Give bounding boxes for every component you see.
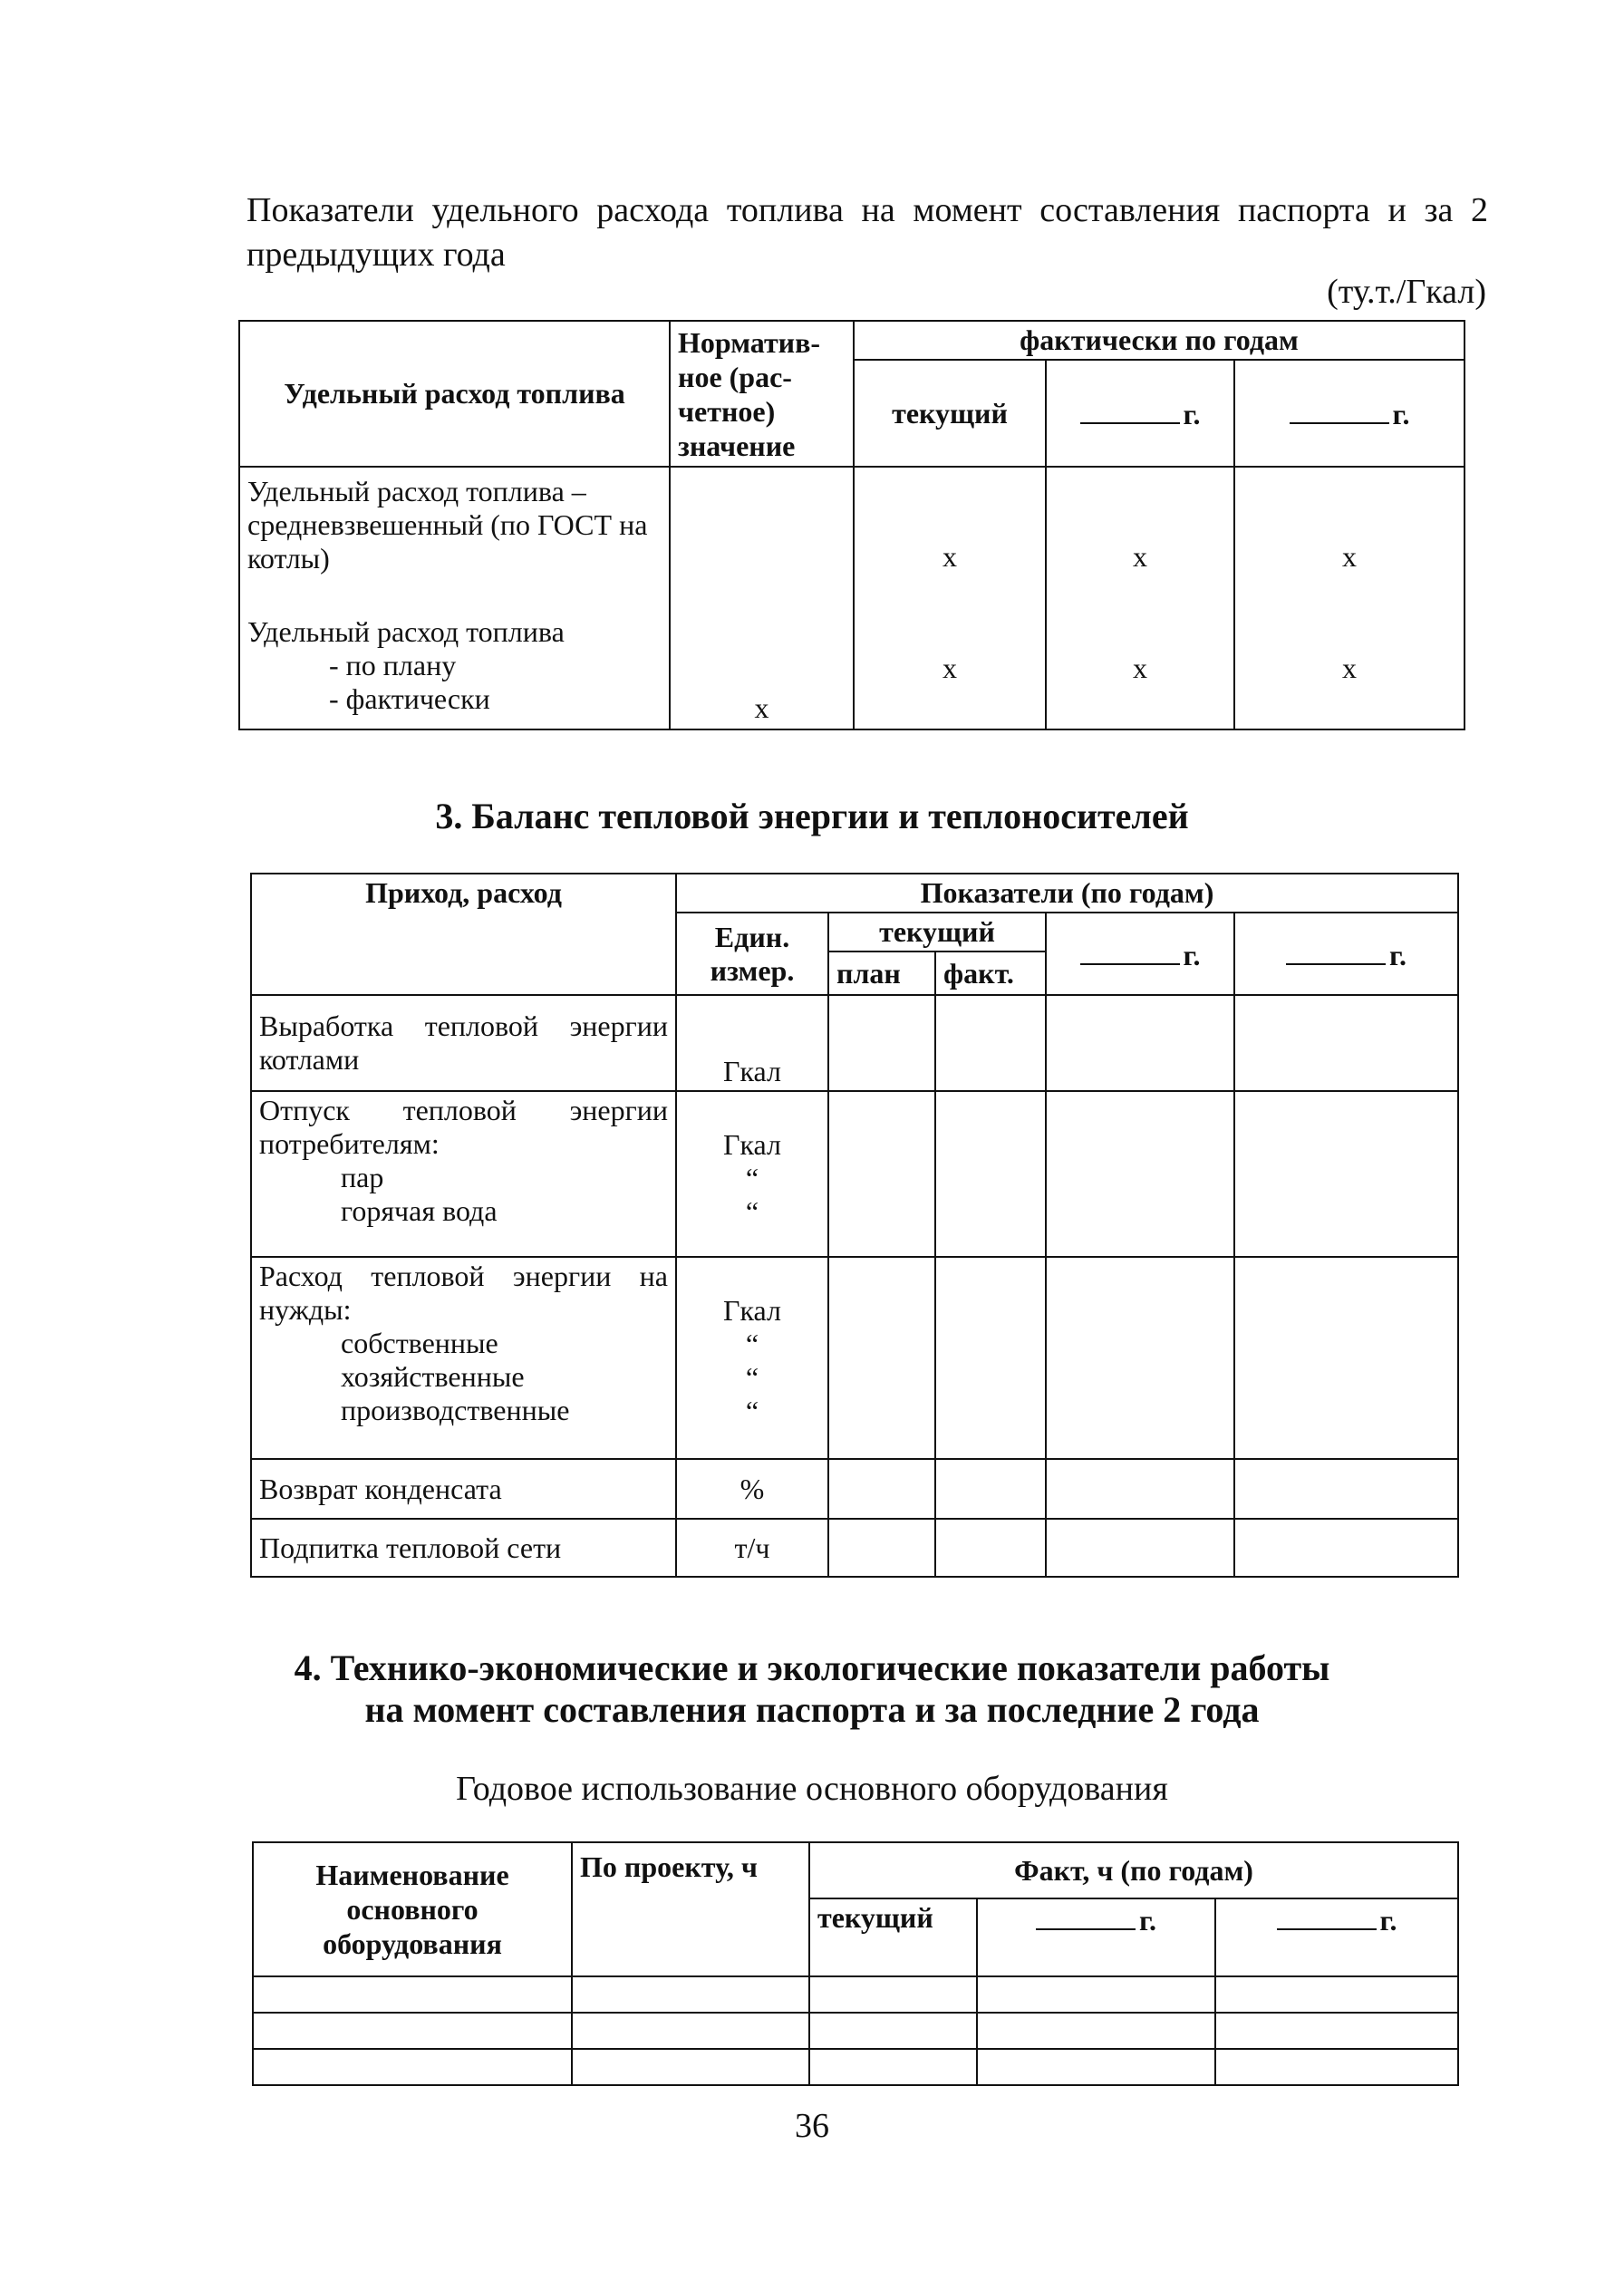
year-blank: [1277, 1901, 1377, 1930]
section4-title-line1: 4. Технико-экономические и экологические показатели работы: [294, 1647, 1330, 1688]
year-blank: [1290, 395, 1389, 424]
t2-row-supply: [251, 1091, 676, 1257]
t2-unit-consumption: [676, 1257, 828, 1459]
t1-row2-sub-plan: - по плану: [329, 649, 457, 681]
t2-unit-supply: [676, 1091, 828, 1257]
t2-header-year2: [1234, 913, 1458, 995]
section4-title: [218, 1647, 1406, 1731]
t2-row-consumption-label: Расход тепловой энергии на нужды:: [259, 1260, 668, 1326]
t1-row-labels: [239, 467, 670, 729]
t2-row-consumption-production: производственные: [341, 1394, 570, 1426]
year-suffix: г.: [1183, 938, 1201, 971]
t2-header-indicators: Показатели (по годам): [676, 874, 1458, 913]
t2-row-consumption: [251, 1257, 676, 1459]
t2-header-plan: план: [828, 951, 935, 995]
t2-unit: Гкал: [722, 1128, 781, 1161]
table-row: [253, 2013, 1458, 2049]
t1-header-fact: фактически по годам: [854, 321, 1464, 360]
table-row: [253, 1976, 1458, 2013]
t1-mark: х: [1342, 540, 1357, 573]
t1-row2-sub-fact: - фактически: [329, 682, 490, 715]
t2-row-supply-hot-water: горячая вода: [341, 1194, 498, 1227]
t2-header-unit: Един. измер.: [676, 913, 828, 995]
unit-note: (ту.т./Гкал): [1327, 273, 1486, 311]
t2-unit-ditto: “: [745, 1328, 759, 1360]
t2-unit-ditto: “: [745, 1195, 759, 1228]
t3-header-fact: Факт, ч (по годам): [809, 1842, 1458, 1898]
fuel-consumption-table: [238, 320, 1465, 730]
t1-header-year2: [1234, 360, 1464, 467]
intro-text: Показатели удельного расхода топлива на момент составления паспорта и за 2 предыдущих года: [246, 191, 1488, 274]
t1-mark: х: [1133, 652, 1147, 684]
t3-header-project: По проекту, ч: [572, 1842, 809, 1976]
t2-row-supply-label: Отпуск тепловой энергии потребителям:: [259, 1094, 668, 1160]
t2-unit-ditto: “: [745, 1361, 759, 1394]
year-suffix: г.: [1139, 1904, 1156, 1937]
t1-mark: х: [942, 652, 957, 684]
year-blank: [1036, 1901, 1136, 1930]
t1-mark: х: [1133, 540, 1147, 573]
t1-header-year1: [1046, 360, 1234, 467]
t1-header-current: текущий: [854, 360, 1046, 467]
t1-current-cell: [854, 467, 1046, 729]
t1-mark: х: [754, 691, 769, 724]
t2-header-year1: [1046, 913, 1234, 995]
t2-unit: т/ч: [676, 1519, 828, 1577]
t2-unit-ditto: “: [745, 1395, 759, 1427]
t2-unit: Гкал: [676, 995, 828, 1091]
year-suffix: г.: [1389, 938, 1406, 971]
table-row: [253, 2049, 1458, 2085]
t2-header-current: текущий: [828, 913, 1046, 951]
t1-year1-cell: [1046, 467, 1234, 729]
t3-header-year2: [1215, 1898, 1458, 1976]
year-blank: [1080, 936, 1180, 965]
section4-title-line2: на момент составления паспорта и за последние 2 года: [364, 1689, 1260, 1730]
year-blank: [1080, 395, 1180, 424]
t3-header-current: текущий: [809, 1898, 977, 1976]
t2-unit: Гкал: [722, 1294, 781, 1327]
t1-mark: х: [1342, 652, 1357, 684]
t3-header-year1: [977, 1898, 1215, 1976]
year-suffix: г.: [1379, 1904, 1397, 1937]
t3-header-name: Наименование основного оборудования: [253, 1842, 572, 1976]
equipment-usage-table: [252, 1841, 1459, 2086]
t1-row2-label: Удельный расход топлива: [247, 615, 565, 648]
year-blank: [1286, 936, 1386, 965]
year-suffix: г.: [1392, 398, 1410, 430]
t2-row-generation: Выработка тепловой энергии котлами: [251, 995, 676, 1091]
t1-mark: х: [942, 540, 957, 573]
t2-header-fact: факт.: [935, 951, 1046, 995]
t1-header-name: Удельный расход топлива: [239, 321, 670, 467]
t2-unit-ditto: “: [745, 1162, 759, 1194]
year-suffix: г.: [1183, 398, 1201, 430]
t2-row-supply-steam: пар: [341, 1161, 384, 1193]
t2-unit: %: [676, 1459, 828, 1519]
t2-row-condensate: Возврат конденсата: [251, 1459, 676, 1519]
t1-row1-label: Удельный расход топлива – средневзвешенный (по ГОСТ на котлы): [247, 475, 648, 575]
page-number: 36: [795, 2107, 829, 2145]
t1-norm-cell: [670, 467, 854, 729]
section4-subtitle: Годовое использование основного оборудования: [456, 1770, 1168, 1808]
heat-balance-table: [250, 873, 1459, 1578]
t2-row-consumption-household: хозяйственные: [341, 1360, 525, 1393]
section3-title: 3. Баланс тепловой энергии и теплоносителей: [435, 796, 1189, 836]
t2-header-item: Приход, расход: [251, 874, 676, 995]
t2-row-consumption-own: собственные: [341, 1327, 498, 1359]
t1-header-norm: Норматив-ное (рас-четное) значение: [670, 321, 854, 467]
t1-year2-cell: [1234, 467, 1464, 729]
t2-row-makeup: Подпитка тепловой сети: [251, 1519, 676, 1577]
